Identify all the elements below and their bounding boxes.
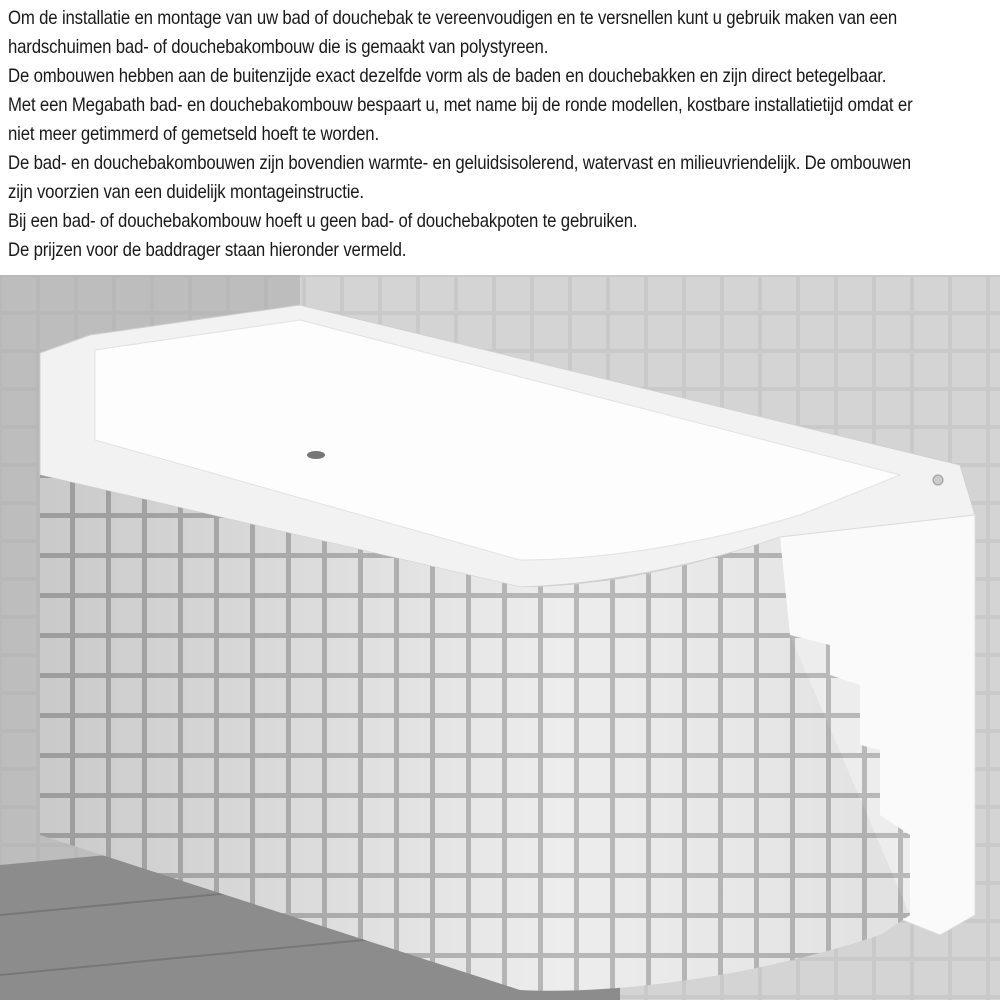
text-line: De ombouwen hebben aan de buitenzijde exact dezelfde vorm als de baden en douchebakken en zijn direct betegelbaar. — [8, 65, 887, 87]
text-line: niet meer getimmerd of gemetseld hoeft te worden. — [8, 123, 379, 145]
bathtub-photo — [0, 275, 1000, 1000]
description-text — [8, 4, 998, 265]
overflow — [933, 475, 943, 485]
text-line: Met een Megabath bad- en douchebakombouw bespaart u, met name bij de ronde modellen, kostbare installatietijd omdat er — [8, 94, 913, 116]
text-line: De prijzen voor de baddrager staan hieronder vermeld. — [8, 239, 407, 261]
text-line: zijn voorzien van een duidelijk montageinstructie. — [8, 181, 364, 203]
text-line: De bad- en douchebakombouwen zijn bovendien warmte- en geluidsisolerend, watervast en milieuvriendelijk. De ombouwen — [8, 152, 911, 174]
text-line: hardschuimen bad- of douchebakombouw die is gemaakt van polystyreen. — [8, 36, 549, 58]
drain — [307, 451, 325, 459]
text-line: Bij een bad- of douchebakombouw hoeft u geen bad- of douchebakpoten te gebruiken. — [8, 210, 638, 232]
text-line: Om de installatie en montage van uw bad of douchebak te vereenvoudigen en te versnellen kunt u gebruik maken van een — [8, 7, 898, 29]
